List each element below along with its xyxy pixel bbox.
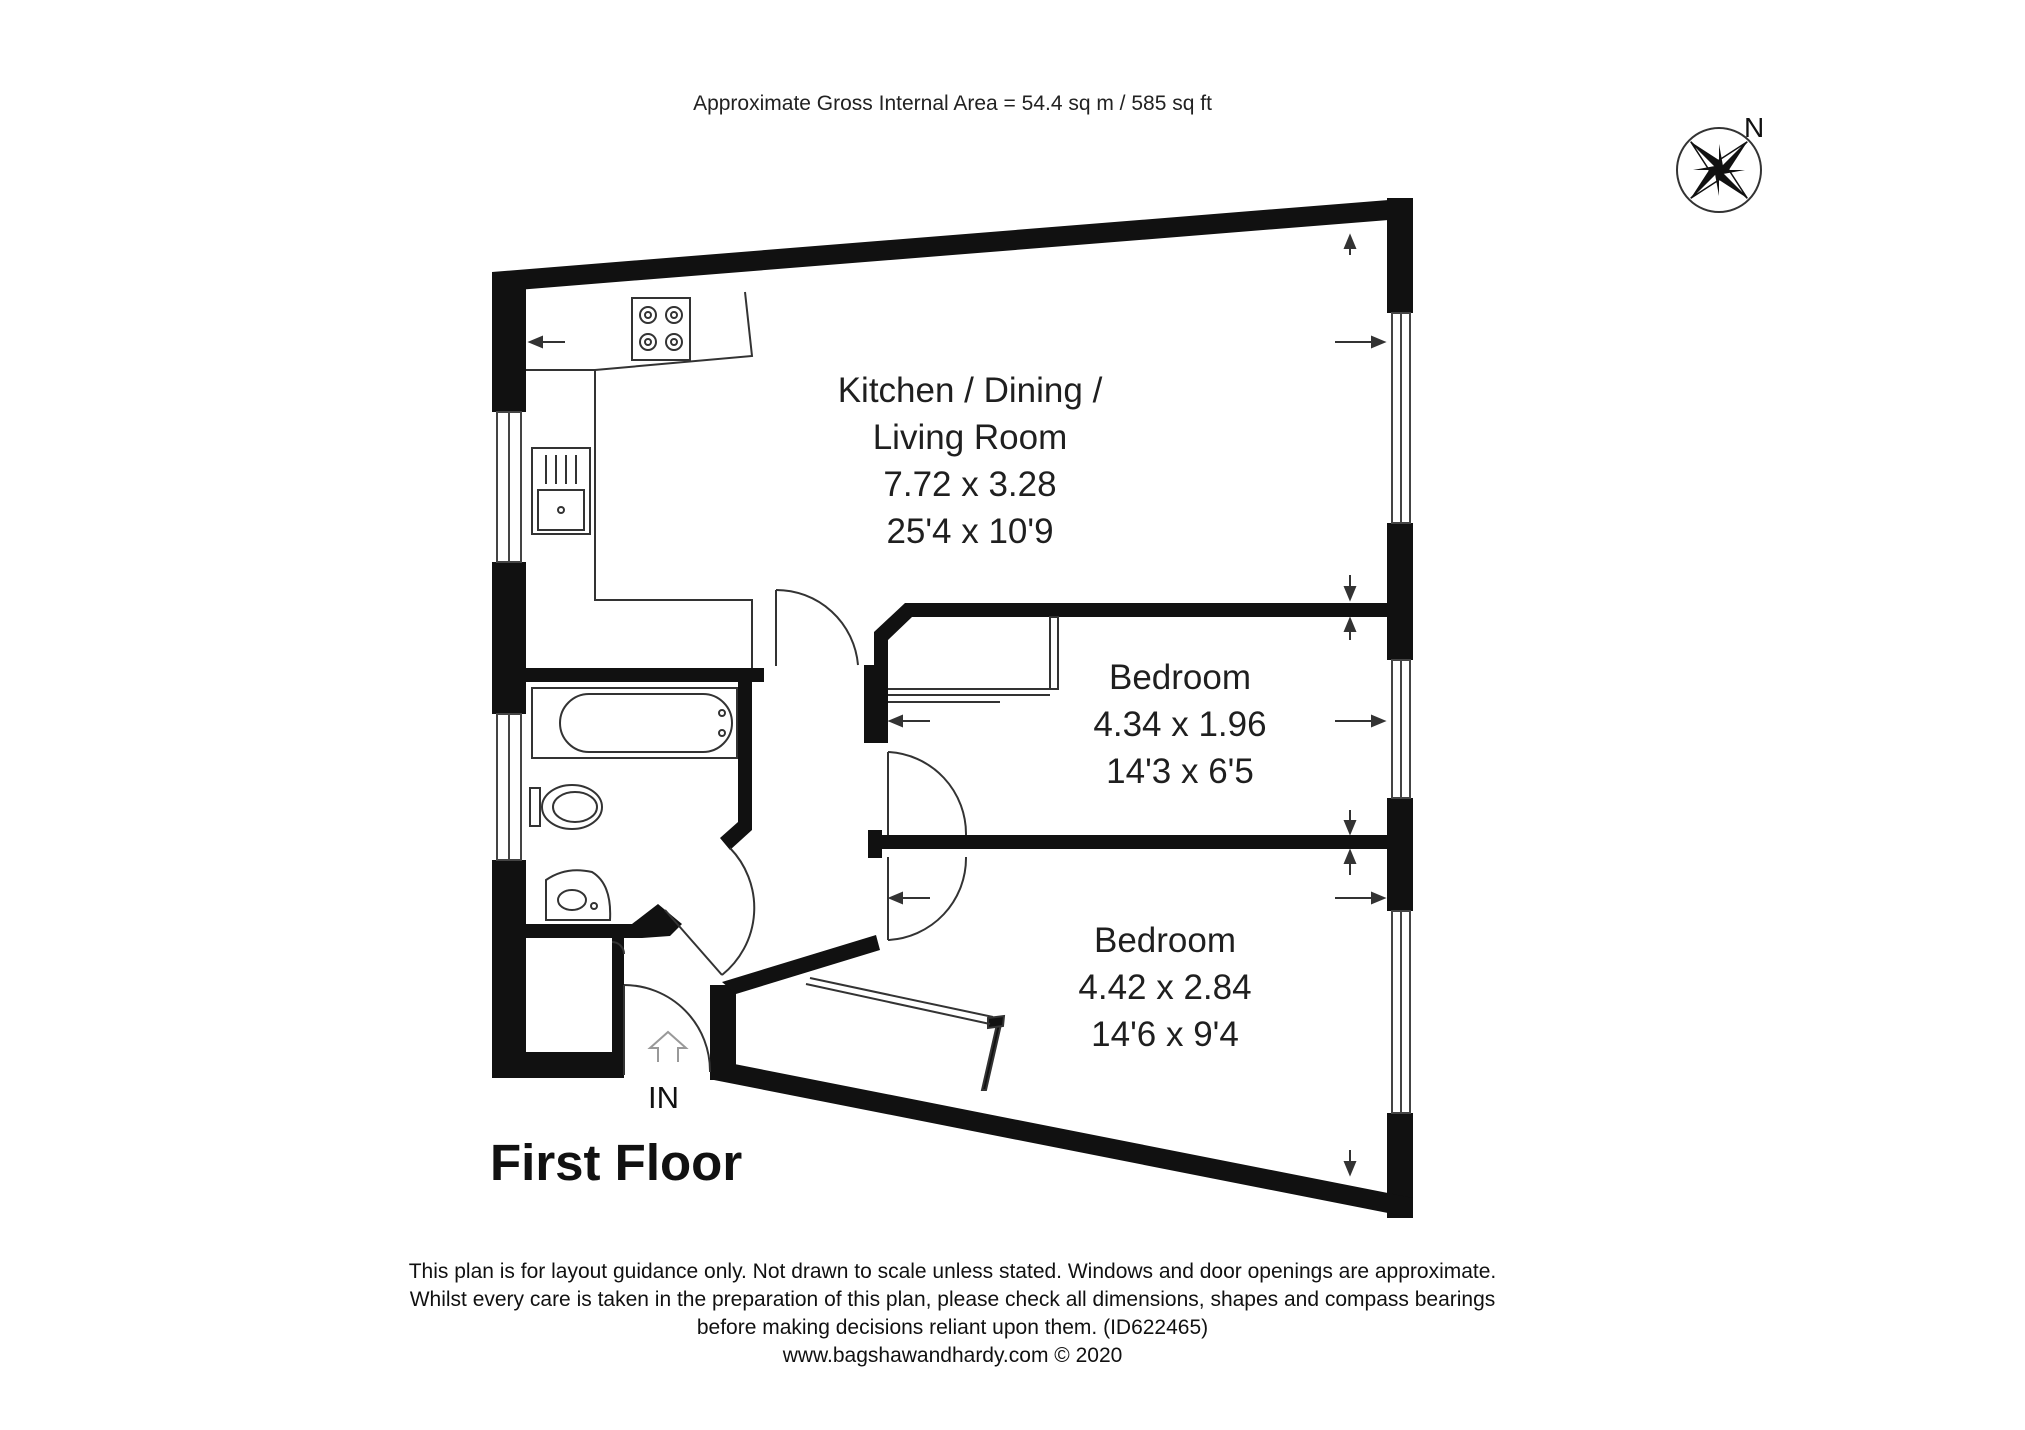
basin-icon [546, 870, 610, 920]
room-name-line: Bedroom [1108, 658, 1252, 697]
disclaimer-line: before making decisions reliant upon them. (ID622465) [696, 1316, 1209, 1339]
room-metric-dimensions: 7.72 x 3.28 [883, 465, 1057, 504]
disclaimer-line: This plan is for layout guidance only. Not drawn to scale unless stated. Windows and door openings are approximate. [408, 1260, 1497, 1283]
hob-icon [632, 298, 690, 360]
room-metric-dimensions: 4.34 x 1.96 [1093, 705, 1267, 744]
room-imperial-dimensions: 14'6 x 9'4 [1091, 1015, 1239, 1054]
disclaimer [0, 1258, 1905, 1370]
room-name-line: Bedroom [1093, 921, 1237, 960]
room-label-kitchen-living [760, 367, 1180, 555]
entrance-label: IN [648, 1080, 679, 1115]
bathroom-fixtures [530, 688, 737, 920]
doors [612, 590, 966, 1075]
room-imperial-dimensions: 25'4 x 10'9 [886, 512, 1054, 551]
room-name-line: Kitchen / Dining / [837, 371, 1103, 410]
bath-icon [532, 688, 737, 758]
gross-internal-area: Approximate Gross Internal Area = 54.4 sq m / 585 sq ft [693, 92, 1212, 115]
disclaimer-line: Whilst every care is taken in the preparation of this plan, please check all dimensions, shapes and compass bearings [409, 1288, 1496, 1311]
room-imperial-dimensions: 14'3 x 6'5 [1106, 752, 1254, 791]
room-label-bedroom-2 [1015, 917, 1315, 1058]
floor-title: First Floor [490, 1134, 743, 1191]
room-metric-dimensions: 4.42 x 2.84 [1078, 968, 1252, 1007]
copyright-line: www.bagshawandhardy.com © 2020 [782, 1344, 1123, 1367]
room-name-line: Living Room [872, 418, 1068, 457]
entrance-arrow-icon [650, 1032, 686, 1062]
room-label-bedroom-1 [1030, 654, 1330, 795]
toilet-icon [530, 788, 540, 826]
compass-north-label: N [1744, 112, 1765, 143]
kitchen-counter [526, 292, 752, 668]
